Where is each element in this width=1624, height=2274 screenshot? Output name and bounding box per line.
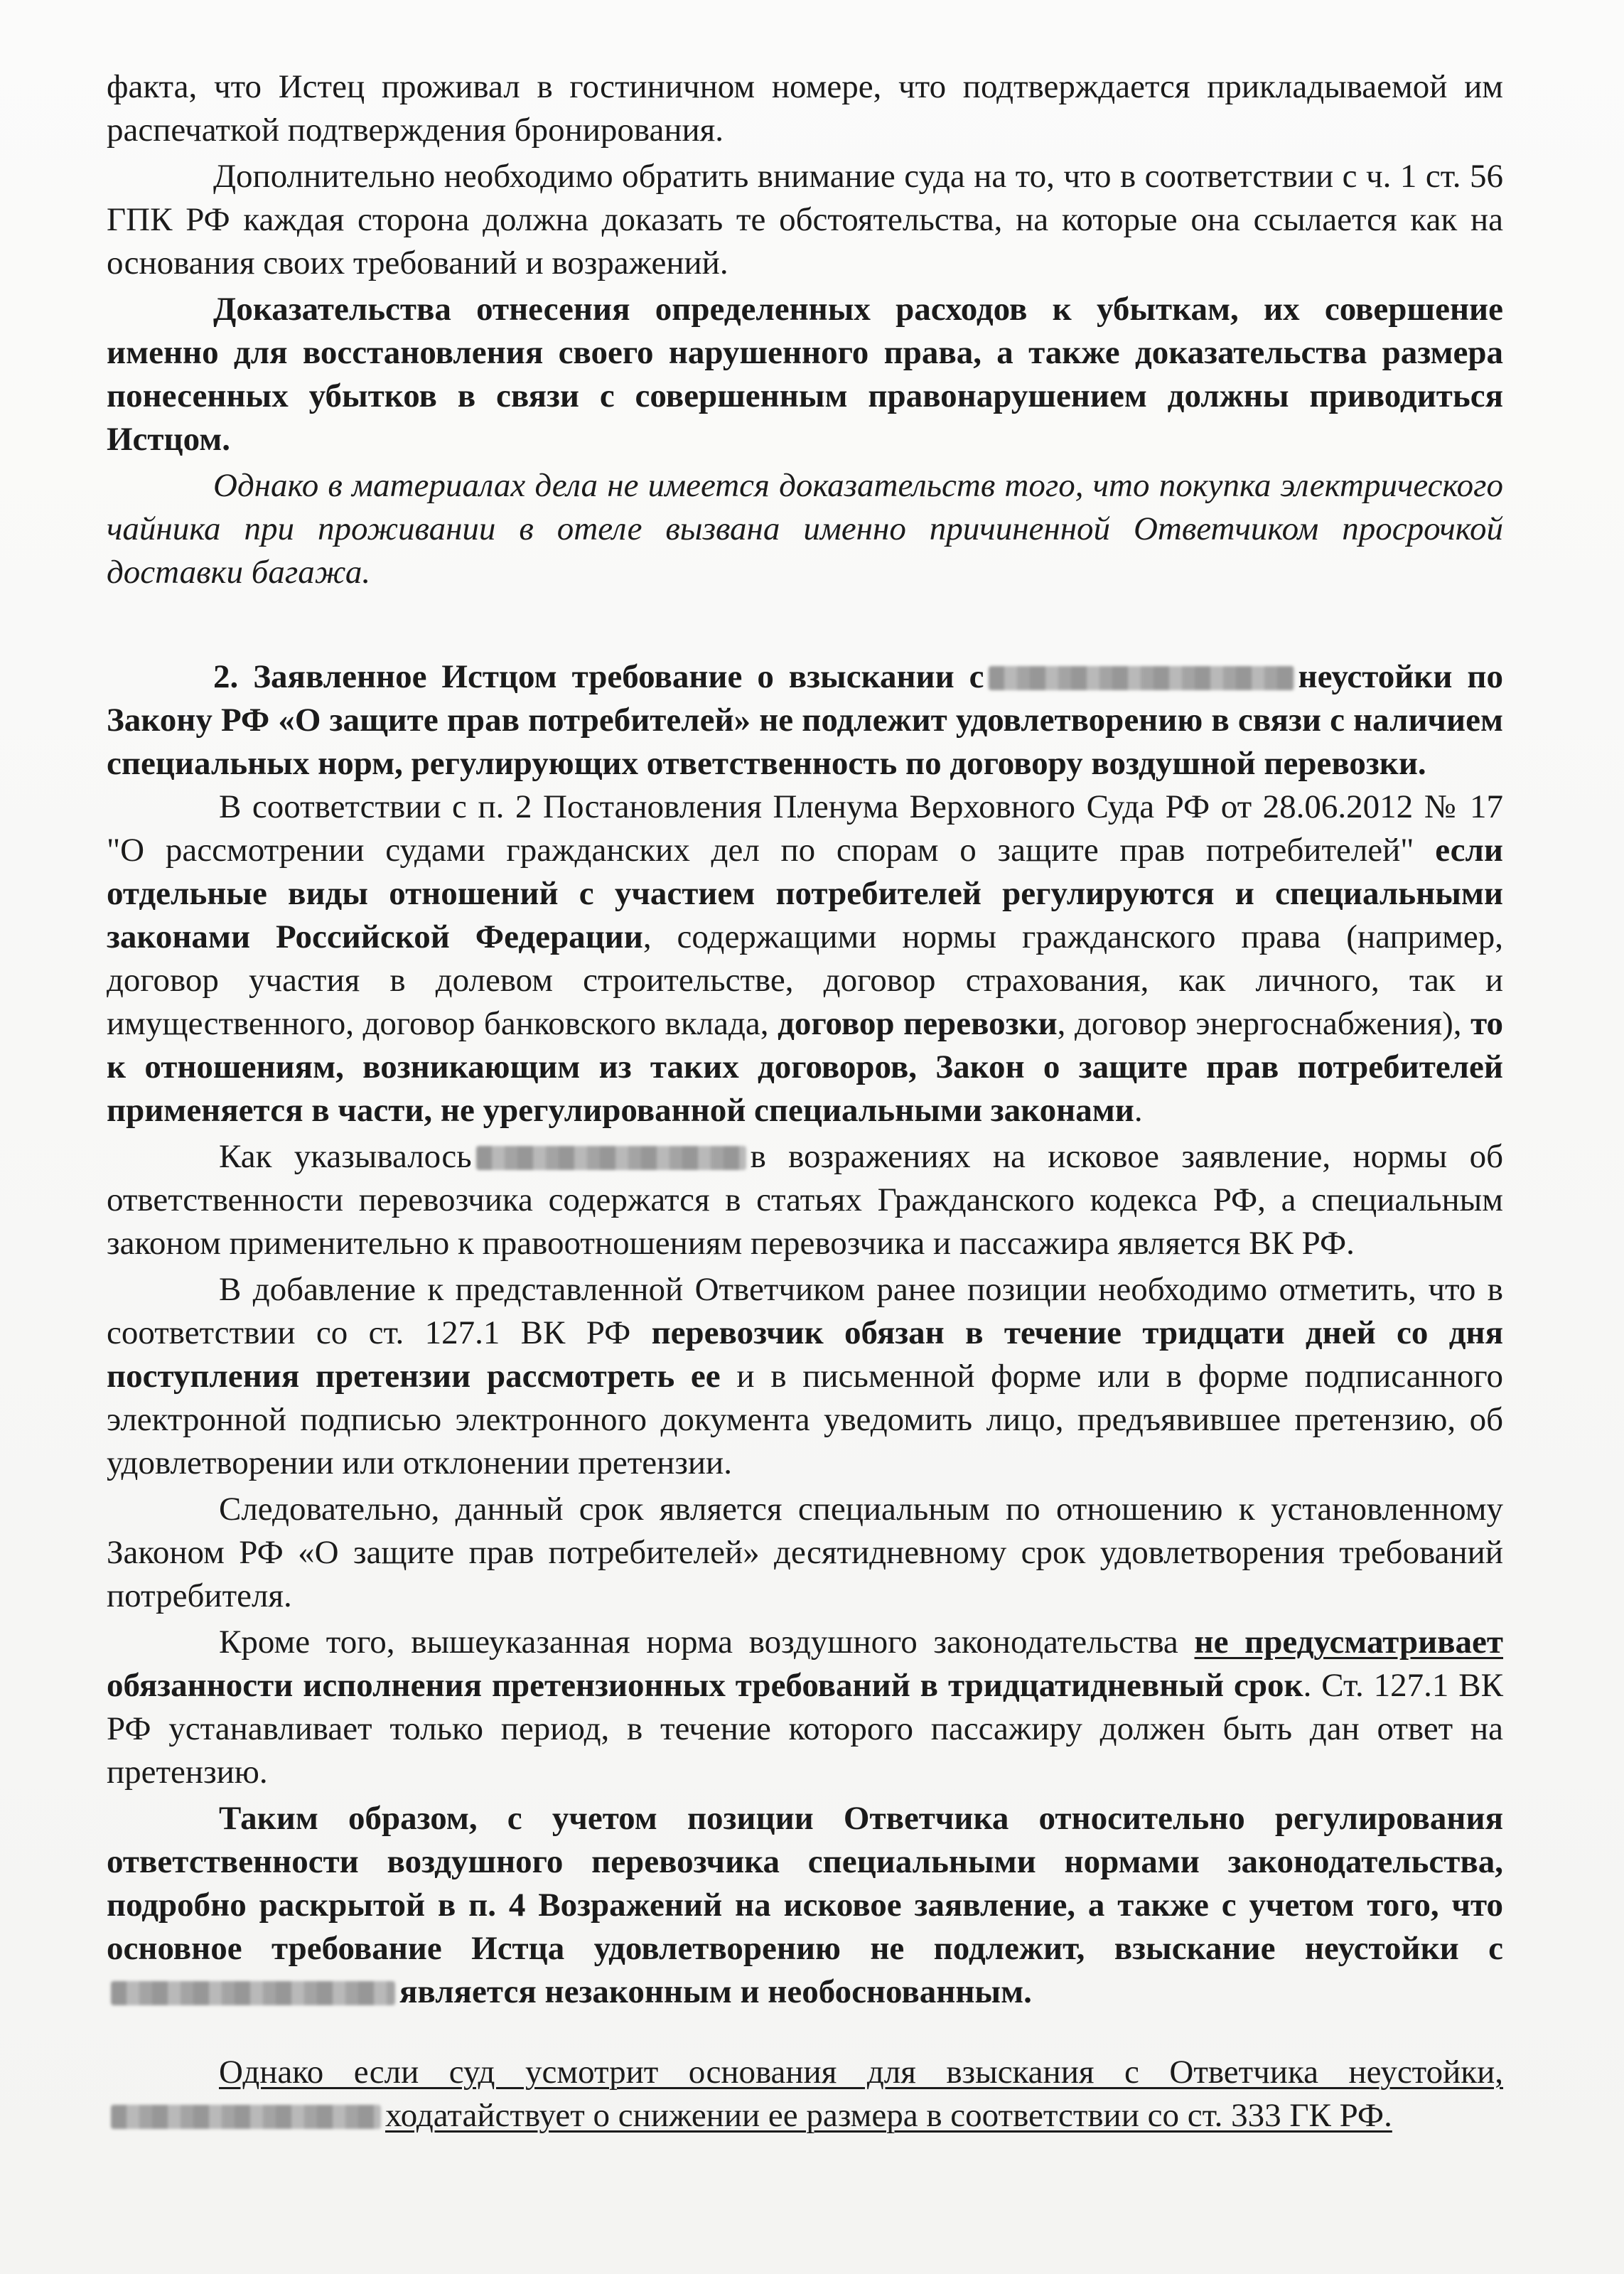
text-segment: Кроме того, вышеуказанная норма воздушного законодательства	[219, 1624, 1178, 1661]
text-segment: , договор энергоснабжения),	[1057, 1005, 1462, 1042]
paragraph-article-127-1	[107, 1268, 1503, 1485]
bold-text: обязанности исполнения претензионных требований в тридцатидневный срок	[107, 1667, 1303, 1704]
paragraph-booking: факта, что Истец проживал в гостиничном номере, что подтверждается прикладываемой им распечаткой подтверждения бронирования.	[107, 68, 1503, 149]
text-segment: В соответствии с п. 2 Постановления Пленума Верховного Суда РФ от 28.06.2012 № 17 "О рассмотрении судами гражданских дел по спорам о защите прав потребителей"	[107, 788, 1503, 869]
bold-text: перевозчик обязан в течение тридцати дней со дня поступления претензии рассмотреть ее	[107, 1314, 1504, 1395]
bold-text: договор перевозки	[778, 1005, 1058, 1042]
section-2-heading-a: 2. Заявленное Истцом требование о взыскании с	[213, 658, 984, 695]
italic-text: Однако в материалах дела не имеется доказательств того, что покупка электрического чайника при проживании в отеле вызвана именно причиненной Ответчиком просрочкой доставки багажа.	[107, 467, 1503, 591]
paragraph-no-obligation	[107, 1621, 1503, 1794]
paragraph-conclusion	[107, 1797, 1503, 2014]
paragraph-evidence-losses	[107, 288, 1503, 461]
redacted-name	[111, 1981, 395, 2005]
text-segment: в возражениях на исковое заявление, нормы об ответственности перевозчика содержатся в статьях Гражданского кодекса РФ, а специальным законом применительно к правоотношениям перевозчика и пассажира является ВК РФ.	[107, 1138, 1503, 1262]
text-segment: и в письменной форме или в форме подписанного электронной подписью электронного документа уведомить лицо, предъявившее претензию, об удовлетворении или отклонении претензии.	[107, 1358, 1504, 1481]
underlined-text: Однако если суд усмотрит основания для взыскания с Ответчика неустойки,	[219, 2054, 1503, 2091]
bold-text: Доказательства отнесения определенных расходов к убыткам, их совершение именно для восстановления своего нарушенного права, а также доказательства размера понесенных убытков в связи с совершенным правонарушением должны приводиться Истцом.	[107, 291, 1503, 458]
bold-text: если отдельные виды отношений с участием потребителей регулируются и специальными законами Российской Федерации	[107, 832, 1503, 955]
paragraph-burden-of-proof: Дополнительно необходимо обратить внимание суда на то, что в соответствии с ч. 1 ст. 56 ГПК РФ каждая сторона должна доказать те обстоятельства, на которые она ссылается как на основания своих требований и возражений.	[107, 158, 1503, 281]
underlined-text: ходатайствует о снижении ее размера в соответствии со ст. 333 ГК РФ.	[385, 2097, 1392, 2134]
redacted-name	[989, 666, 1294, 690]
paragraph-reduction-request	[107, 2051, 1503, 2138]
section-2-heading-b: неустойки по Закону РФ «О защите прав потребителей» не подлежит удовлетворению в связи с наличием специальных норм, регулирующих ответственность по договору воздушной перевозки.	[107, 658, 1503, 782]
bold-text: является незаконным и необоснованным.	[399, 1973, 1032, 2010]
paragraph-kettle	[107, 464, 1503, 594]
redacted-name	[111, 2105, 381, 2129]
text-segment: . Ст. 127.1 ВК РФ устанавливает только период, в течение которого пассажиру должен быть дан ответ на претензию.	[107, 1667, 1503, 1791]
redacted-name	[476, 1146, 746, 1170]
paragraph-special-term: Следовательно, данный срок является специальным по отношению к установленному Законом РФ «О защите прав потребителей» десятидневному срок удовлетворения требований потребителя.	[107, 1491, 1503, 1614]
paragraph-section-2-heading	[107, 655, 1503, 785]
text-segment: В добавление к представленной Ответчиком ранее позиции необходимо отметить, что в соответствии со ст. 127.1 ВК РФ	[107, 1271, 1503, 1351]
text-segment: , содержащими нормы гражданского права (например, договор участия в долевом строительстве, договор страхования, как личного, так и имущественного, договор банковского вклада,	[107, 918, 1503, 1042]
paragraph-carrier-liability	[107, 1135, 1503, 1265]
bold-text: Таким образом, с учетом позиции Ответчика относительно регулирования ответственности воздушного перевозчика специальными нормами законодательства, подробно раскрытой в п. 4 Возражений на исковое заявление, а также с учетом того, что основное требование Истца удовлетворению не подлежит, взыскание неустойки с	[107, 1800, 1503, 1967]
underlined-text: не предусматривает	[1194, 1624, 1503, 1661]
bold-text	[1195, 1624, 1504, 1661]
text-segment: .	[1134, 1092, 1143, 1129]
paragraph-plenum-resolution	[107, 785, 1503, 1132]
bold-text: то к отношениям, возникающим из таких договоров, Закон о защите прав потребителей применяется в части, не урегулированной специальными законами	[107, 1005, 1504, 1129]
text-segment: Как указывалось	[219, 1138, 472, 1175]
